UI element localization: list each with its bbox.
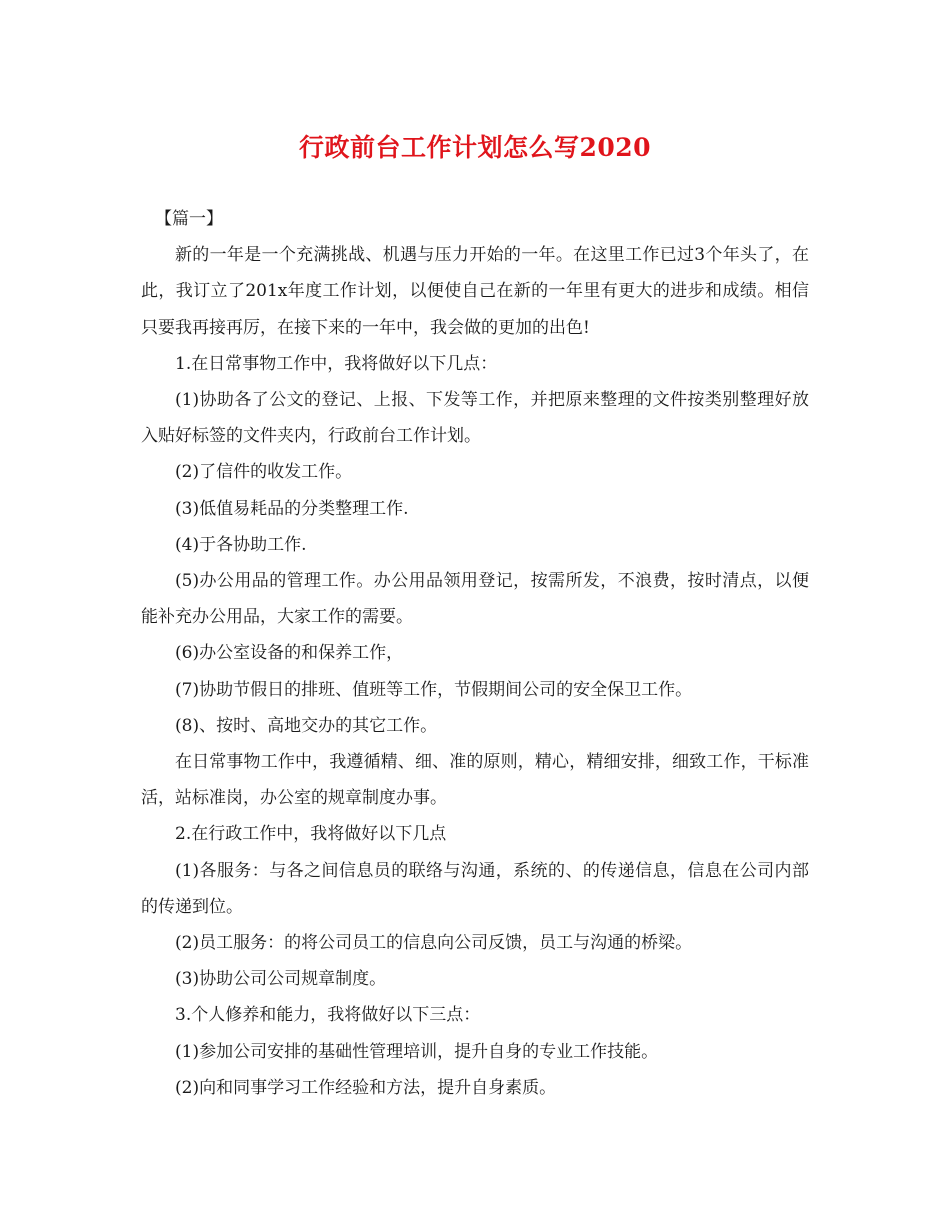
paragraph-daily-summary: 在日常事物工作中，我遵循精、细、准的原则，精心，精细安排，细致工作，干标准活，站标准岗，办公室的规章制度办事。 xyxy=(141,752,809,809)
heading-daily-work: 1.在日常事物工作中，我将做好以下几点： xyxy=(175,353,498,374)
list-item: (8)、按时、高地交办的其它工作。 xyxy=(175,715,438,736)
list-item: (7)协助节假日的排班、值班等工作，节假期间公司的安全保卫工作。 xyxy=(175,679,693,700)
list-item: (2)向和同事学习工作经验和方法，提升自身素质。 xyxy=(175,1077,557,1098)
document-body xyxy=(141,201,809,1106)
section-tag: 【篇一】 xyxy=(155,209,223,229)
list-item: (1)各服务：与各之间信息员的联络与沟通，系统的、的传递信息，信息在公司内部的传递到位。 xyxy=(141,860,809,917)
list-item: (1)参加公司安排的基础性管理培训，提升自身的专业工作技能。 xyxy=(175,1041,659,1062)
list-item: (4)于各协助工作. xyxy=(175,534,307,555)
list-item: (1)协助各了公文的登记、上报、下发等工作，并把原来整理的文件按类别整理好放入贴好标签的文件夹内，行政前台工作计划。 xyxy=(141,390,809,447)
list-item: (5)办公用品的管理工作。办公用品领用登记，按需所发，不浪费，按时清点，以便能补充办公用品，大家工作的需要。 xyxy=(141,571,809,628)
list-item: (3)低值易耗品的分类整理工作. xyxy=(175,498,409,519)
paragraph-intro: 新的一年是一个充满挑战、机遇与压力开始的一年。在这里工作已过3个年头了，在此，我订立了201x年度工作计划，以便使自己在新的一年里有更大的进步和成绩。相信只要我再接再厉，在接下来的一年中，我会做的更加的出色! xyxy=(141,245,809,338)
list-item: (2)了信件的收发工作。 xyxy=(175,462,353,483)
heading-admin-work: 2.在行政工作中，我将做好以下几点 xyxy=(175,824,447,845)
list-item: (2)员工服务：的将公司员工的信息向公司反馈，员工与沟通的桥梁。 xyxy=(175,933,693,954)
document-title: 行政前台工作计划怎么写2020 xyxy=(298,133,652,162)
list-item: (6)办公室设备的和保养工作， xyxy=(175,643,404,664)
list-item: (3)协助公司公司规章制度。 xyxy=(175,969,387,990)
heading-personal-growth: 3.个人修养和能力，我将做好以下三点： xyxy=(175,1005,481,1026)
